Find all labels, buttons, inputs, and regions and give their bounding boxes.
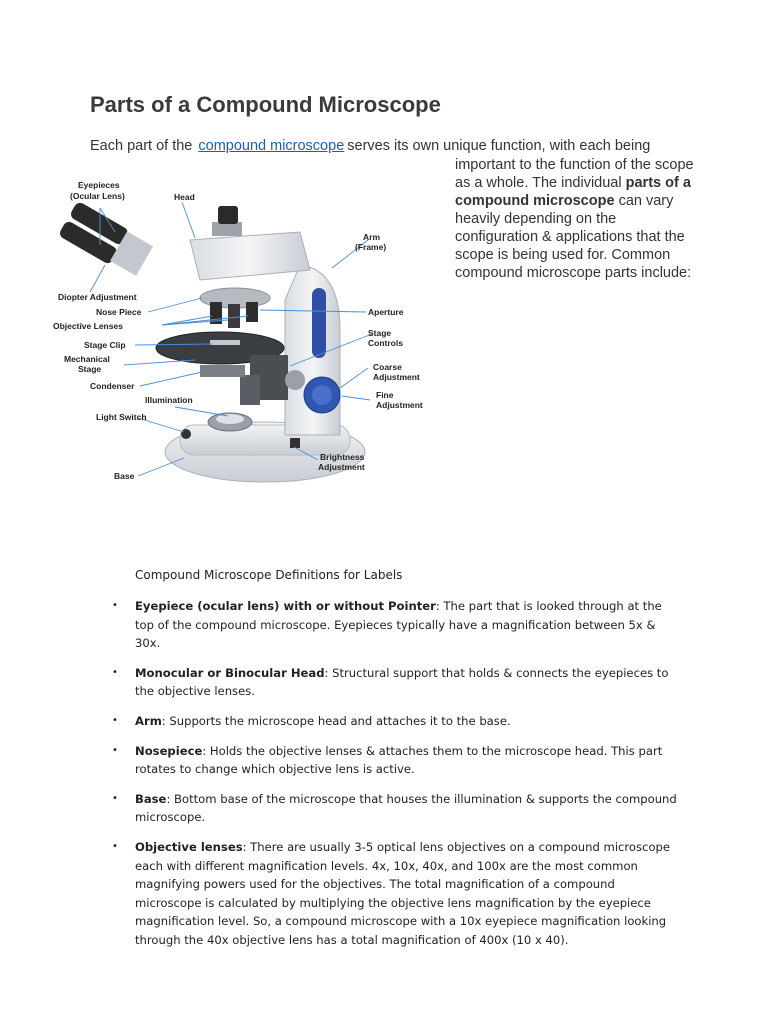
label-ocular-lens: (Ocular Lens) [70, 191, 125, 201]
list-item [112, 664, 682, 701]
definition-term: Eyepiece (ocular lens) with or without Pointer [135, 599, 436, 613]
definition-text: : There are usually 3-5 optical lens objectives on a compound microscope each with different magnification levels. 4x, 10x, 40x, and 100x are the most common magnifying powers used for the objectives. The total magnification of a compound microscope is calculated by multiplying the objective lens magnification by the eyepiece magnification level. So, a compound microscope with a 10x eyepiece magnification looking through the 40x objective lens has a total magnification of 400x (10 x 40). [135, 839, 671, 947]
label-frame: (Frame) [355, 242, 387, 252]
list-item [112, 742, 682, 779]
intro-paragraph-continued [455, 156, 695, 282]
definition-term: Objective lenses [135, 839, 243, 854]
label-coarse-adjustment: Adjustment [373, 372, 420, 382]
list-item [112, 838, 682, 950]
intro-text-after-link: serves its own unique function, with each being [347, 138, 651, 154]
bullet-marker: • [112, 714, 118, 726]
label-condenser: Condenser [90, 381, 135, 391]
label-coarse: Coarse [373, 362, 402, 372]
label-illumination: Illumination [145, 395, 193, 405]
label-aperture: Aperture [368, 307, 404, 317]
bullet-marker: • [112, 744, 118, 756]
definition-term: Monocular or Binocular Head [135, 665, 325, 680]
bullet-marker: • [112, 600, 118, 611]
list-item [112, 597, 682, 653]
label-arm: Arm [363, 232, 381, 242]
label-brightness: Brightness [320, 452, 365, 462]
definition-text: : Structural support that holds & connects the eyepieces to the objective lenses. [135, 665, 669, 699]
label-diopter-adjustment: Diopter Adjustment [58, 292, 137, 302]
definition-text: : Supports the microscope head and attaches it to the base. [161, 713, 511, 728]
label-controls: Controls [368, 338, 403, 348]
list-item [112, 790, 682, 827]
label-base: Base [114, 471, 135, 481]
bullet-marker: • [112, 666, 118, 678]
microscope-diagram [50, 170, 440, 500]
definitions-caption: Compound Microscope Definitions for Labels [135, 568, 403, 582]
label-brightness-adjustment: Adjustment [318, 462, 365, 472]
label-fine-adjustment: Adjustment [376, 400, 423, 410]
compound-microscope-link[interactable]: compound microscope [198, 138, 345, 154]
label-mechanical: Mechanical [64, 354, 110, 364]
label-mechanical-stage: Stage [78, 364, 102, 374]
label-nose-piece: Nose Piece [96, 307, 142, 317]
label-fine: Fine [376, 390, 394, 400]
definition-term: Base [135, 791, 167, 806]
intro-bold-term: parts of a compound microscope [455, 175, 691, 209]
bullet-marker: • [112, 792, 118, 804]
definitions-list [112, 597, 682, 961]
label-light-switch: Light Switch [96, 412, 147, 422]
bullet-marker: • [112, 840, 118, 852]
intro-paragraph-first-line [90, 138, 730, 154]
label-objective-lenses: Objective Lenses [53, 321, 123, 331]
definition-term: Arm [135, 713, 162, 728]
label-stage-clip: Stage Clip [84, 340, 126, 350]
definition-text: : Holds the objective lenses & attaches them to the microscope head. This part rotates to change which objective lens is active. [135, 743, 663, 777]
label-stage: Stage [368, 328, 392, 338]
definition-text: : Bottom base of the microscope that houses the illumination & supports the compound microscope. [135, 791, 677, 825]
definition-term: Nosepiece [135, 743, 203, 758]
intro-text-continued-1: important to the function of the scope as a whole. The individual [455, 157, 694, 191]
intro-text-continued-2: can vary heavily depending on the configuration & applications that the scope is being used for. Common compound microscope parts include: [455, 193, 692, 281]
intro-text-before-link: Each part of the [90, 138, 193, 154]
page-title: Parts of a Compound Microscope [90, 92, 441, 117]
definition-text: : The part that is looked through at the top of the compound microscope. Eyepieces typically have a magnification between 5x & 30x. [135, 599, 662, 651]
label-head: Head [174, 192, 195, 202]
label-eyepieces: Eyepieces [78, 180, 120, 190]
list-item [112, 712, 682, 731]
